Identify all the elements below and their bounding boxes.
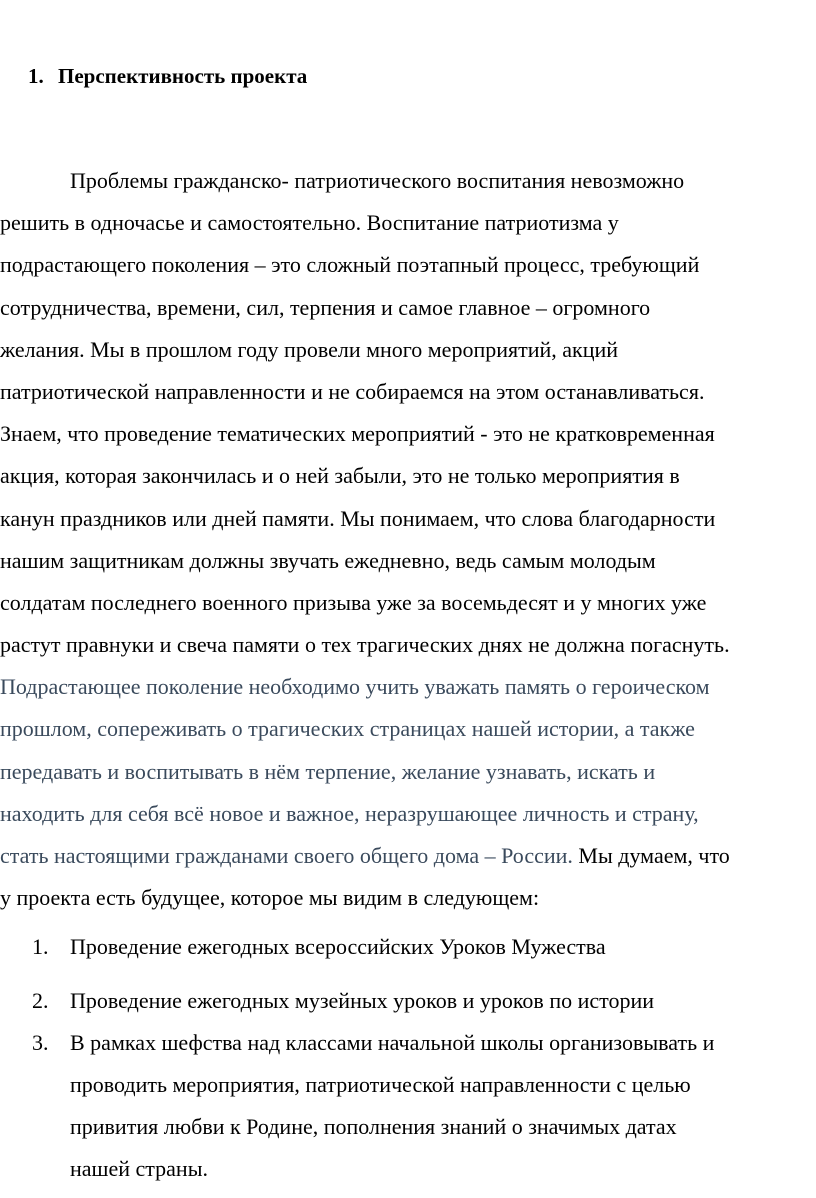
paragraph-accent-part: стать настоящими гражданами своего общего дома – России. — [0, 843, 573, 868]
paragraph-line: растут правнуки и свеча памяти о тех трагических днях не должна погаснуть. — [0, 632, 730, 658]
list-item-text: В рамках шефства над классами начальной школы организовывать и — [70, 1030, 715, 1055]
paragraph-normal-part: Мы думаем, что — [572, 843, 730, 868]
section-heading — [28, 62, 307, 90]
paragraph-line: Проблемы гражданско- патриотического воспитания невозможно — [70, 168, 685, 193]
list-item-text: проводить мероприятия, патриотической направленности с целью — [70, 1072, 691, 1097]
paragraph-line: патриотической направленности и не собираемся на этом останавливаться. — [0, 378, 705, 404]
list-item-number: 2. — [32, 988, 49, 1013]
list-item — [0, 1022, 816, 1190]
paragraph-accent-line: прошлом, сопереживать о трагических страницах нашей истории, а также — [0, 716, 695, 742]
list-item-text: Проведение ежегодных всероссийских Уроков Мужества — [70, 934, 606, 959]
list-item-number: 3. — [32, 1030, 49, 1055]
list-item-text: привития любви к Родине, пополнения знаний о значимых датах — [70, 1114, 677, 1139]
section-number: 1. — [28, 64, 44, 88]
numbered-list — [0, 926, 816, 1190]
section-title: Перспективность проекта — [58, 64, 308, 88]
list-item-text: нашей страны. — [70, 1156, 208, 1181]
paragraph-mixed-line — [0, 835, 816, 877]
paragraph-line: решить в одночасье и самостоятельно. Воспитание патриотизма у — [0, 210, 619, 236]
paragraph-line: подрастающего поколения – это сложный поэтапный процесс, требующий — [0, 252, 700, 278]
paragraph-line: канун праздников или дней памяти. Мы понимаем, что слова благодарности — [0, 505, 716, 531]
paragraph-line: у проекта есть будущее, которое мы видим в следующем: — [0, 885, 540, 911]
list-item-text: Проведение ежегодных музейных уроков и уроков по истории — [70, 988, 654, 1013]
paragraph-line: акция, которая закончилась и о ней забыли, это не только мероприятия в — [0, 463, 680, 489]
list-item-number: 1. — [32, 934, 49, 959]
paragraph-line: солдатам последнего военного призыва уже за восемьдесят и у многих уже — [0, 589, 707, 615]
paragraph-accent-line: передавать и воспитывать в нём терпение, желание узнавать, искать и — [0, 758, 656, 784]
paragraph-line: сотрудничества, времени, сил, терпения и самое главное – огромного — [0, 294, 651, 320]
paragraph-accent-line: находить для себя всё новое и важное, неразрушающее личность и страну, — [0, 800, 699, 826]
paragraph-accent-line: Подрастающее поколение необходимо учить уважать память о героическом — [0, 674, 710, 700]
list-item — [0, 980, 816, 1022]
list-item — [0, 926, 816, 968]
paragraph-line: Знаем, что проведение тематических мероприятий - это не кратковременная — [0, 421, 715, 447]
main-paragraph — [0, 160, 816, 919]
paragraph-line: желания. Мы в прошлом году провели много мероприятий, акций — [0, 336, 619, 362]
paragraph-line: нашим защитникам должны звучать ежедневно, ведь самым молодым — [0, 547, 656, 573]
